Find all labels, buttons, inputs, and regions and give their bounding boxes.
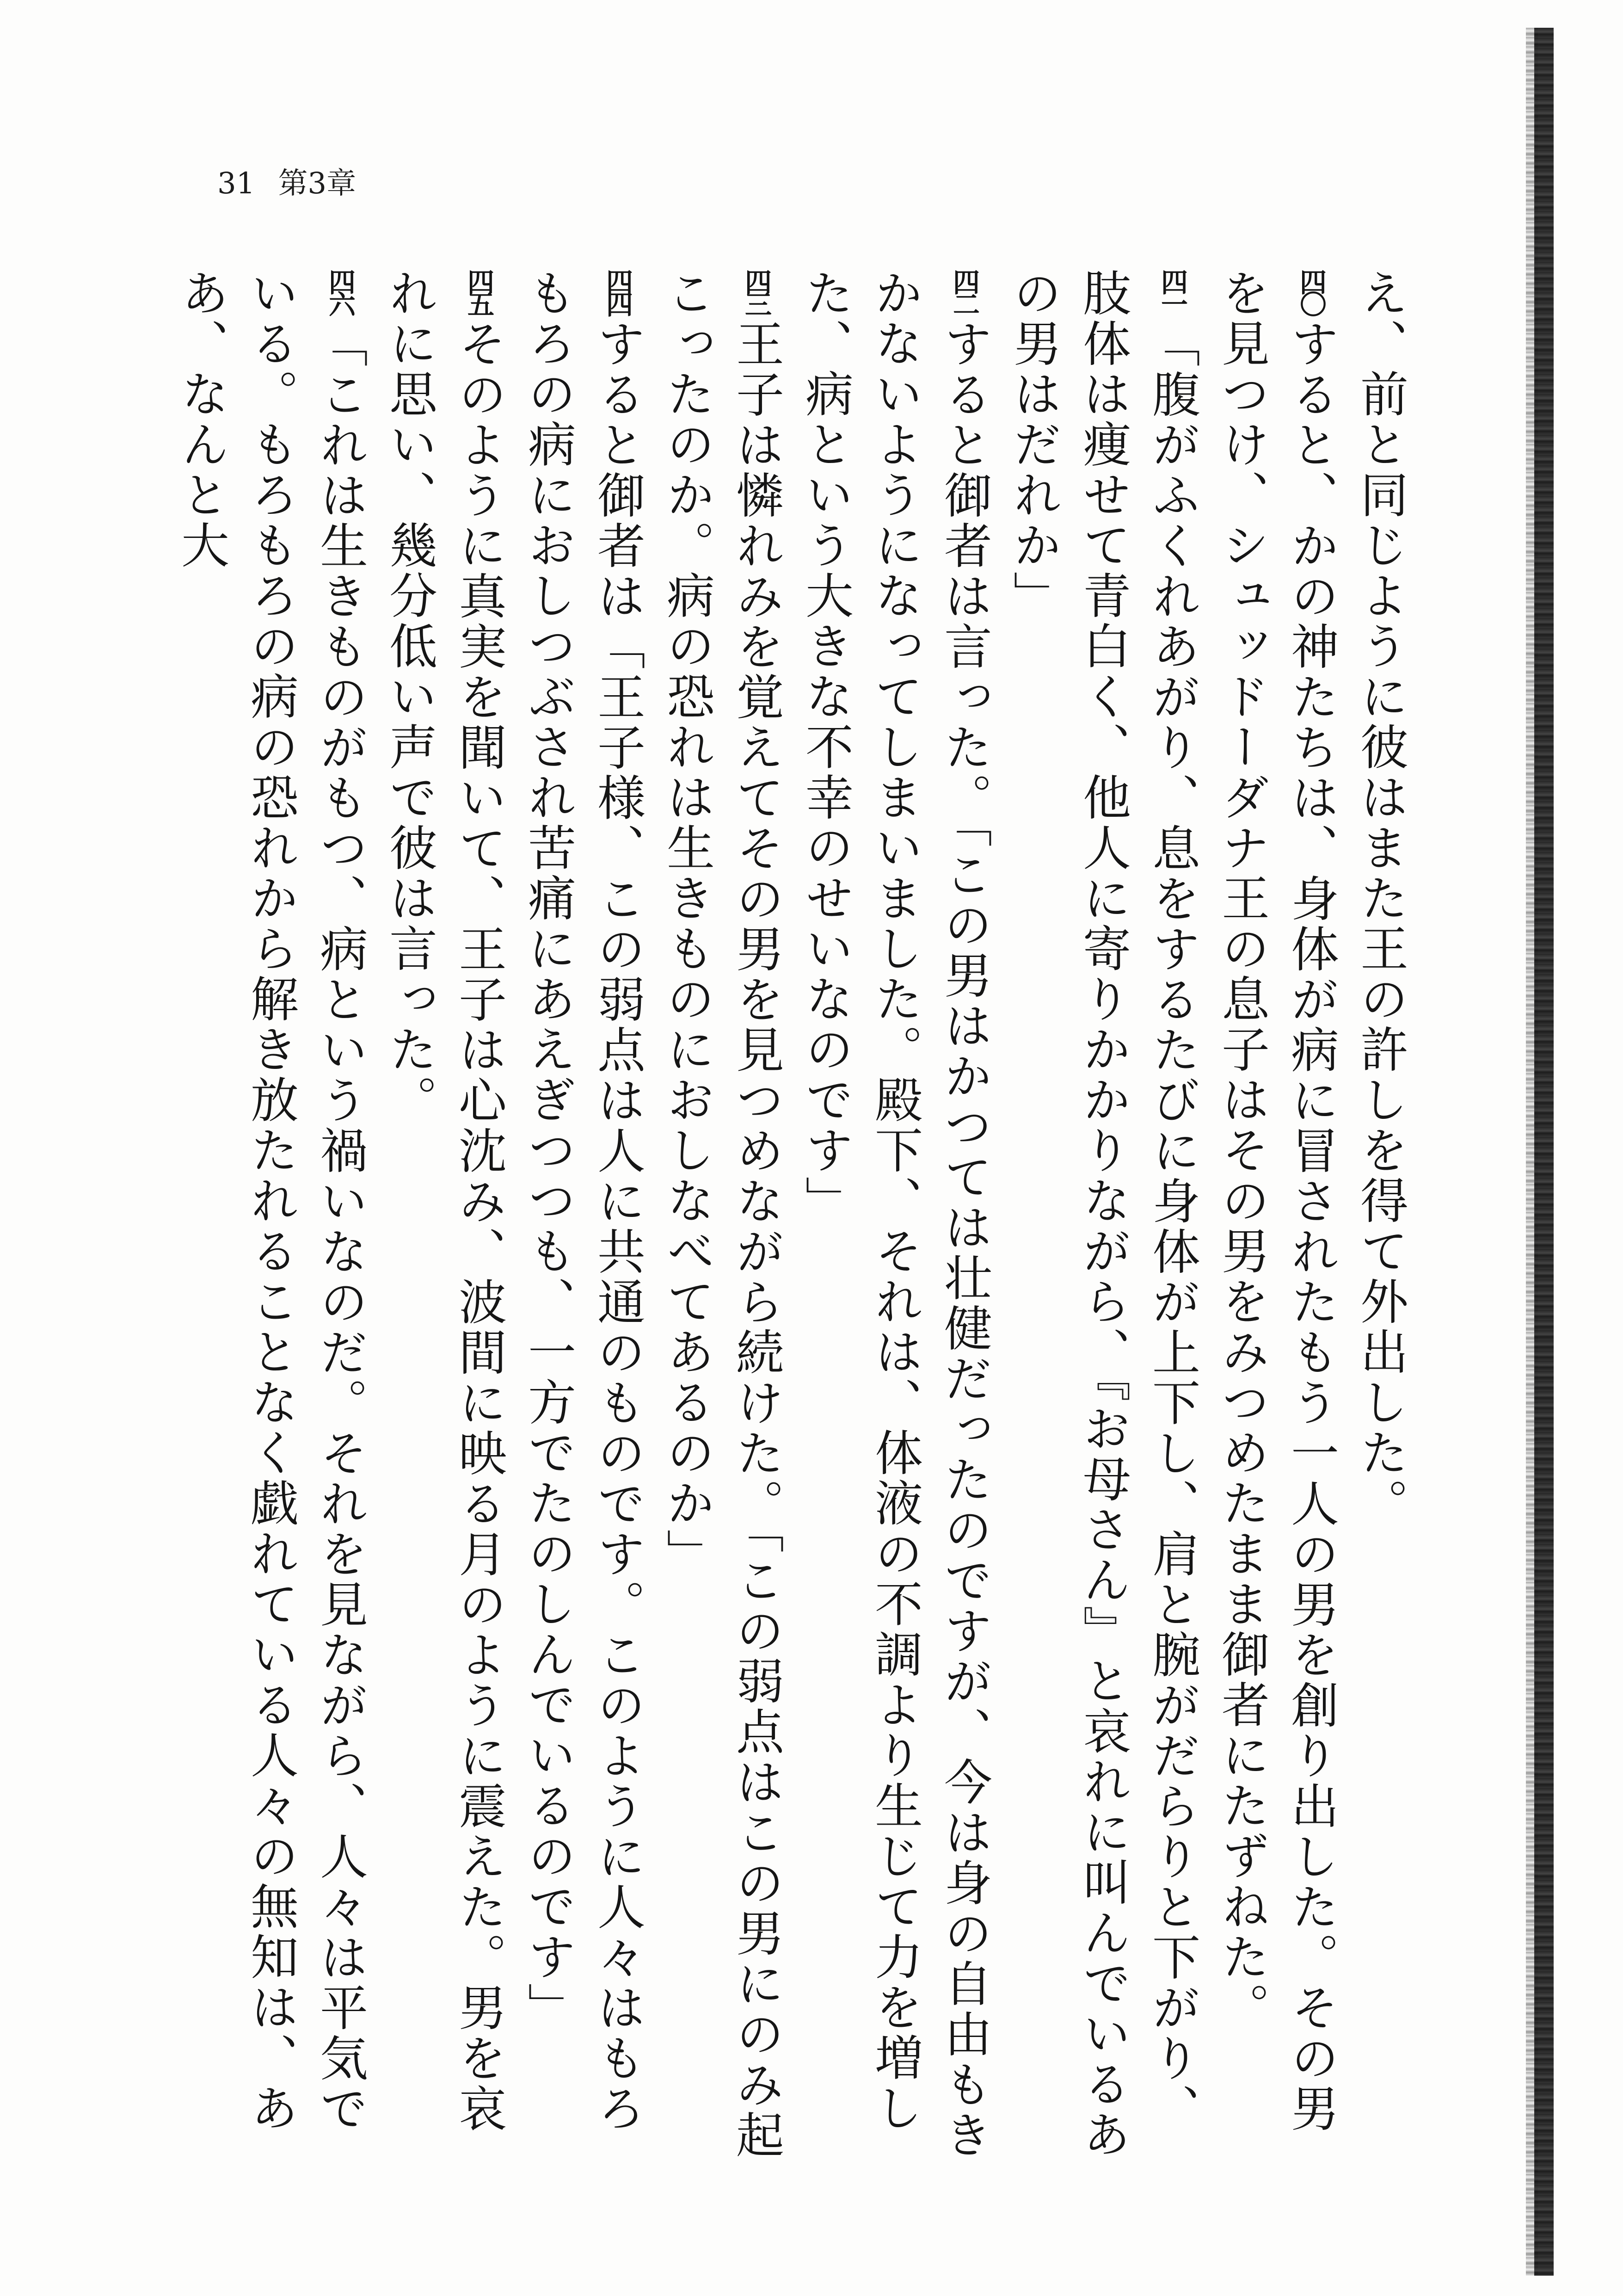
verse-paragraph: [375, 268, 513, 2165]
vertical-text-body: [166, 268, 1415, 2165]
running-header: [217, 160, 356, 202]
verse-text: え、前と同じように彼はまた王の許しを得て外出した。: [1352, 268, 1408, 1529]
verse-paragraph: [1346, 268, 1415, 2165]
verse-number: 四一: [1156, 268, 1188, 313]
verse-text: 王子は憐れみを覚えてその男を見つめながら続けた。「この弱点はこの男にのみ起こったのか。病の恐れは生きものにおしなべてあるのか」: [658, 268, 784, 2160]
verse-paragraph: [791, 268, 999, 2165]
verse-text: 「これは生きものがもつ、病という禍いなのだ。それを見ながら、人々は平気でいる。もろもろの病の恐れから解き放たれることなく戯れている人々の無知は、ああ、なんと大: [173, 268, 368, 2134]
page-number: 31: [217, 167, 255, 201]
verse-text: 「腹がふくれあがり、息をするたびに身体が上下し、肩と腕がだらりと下がり、肢体は痩せて青白く、他人に寄りかかりながら、『お母さん』と哀れに叫んでいるあの男はだれか」: [1005, 268, 1200, 2160]
verse-number: 四三: [740, 268, 772, 313]
verse-text: すると御者は言った。「この男はかつては壮健だったのですが、今は身の自由もきかないようになってしまいました。殿下、それは、体液の不調より生じて力を増した、病という大きな不幸のせいなのです」: [797, 268, 992, 2160]
verse-number: 四二: [948, 268, 980, 313]
book-spine: [1534, 28, 1554, 2276]
verse-paragraph: [999, 268, 1207, 2165]
verse-number: 四四: [602, 268, 633, 313]
verse-paragraph: [166, 268, 375, 2165]
verse-number: 四五: [463, 268, 494, 313]
verse-text: そのように真実を聞いて、王子は心沈み、波間に映る月のように震えた。男を哀れに思い、幾分低い声で彼は言った。: [381, 268, 507, 2134]
verse-paragraph: [652, 268, 791, 2165]
verse-number: 四〇: [1295, 268, 1327, 313]
verse-text: すると、かの神たちは、身体が病に冒されたもう一人の男を創り出した。その男を見つけ、シュッドーダナ王の息子はその男をみつめたまま御者にたずねた。: [1213, 268, 1339, 2134]
verse-paragraph: [513, 268, 652, 2165]
chapter-title: 第3章: [278, 167, 357, 201]
verse-text: すると御者は「王子様、この弱点は人に共通のものです。このように人々はもろもろの病におしつぶされ苦痛にあえぎつつも、一方でたのしんでいるのです」: [520, 268, 646, 2134]
verse-paragraph: [1207, 268, 1346, 2165]
verse-number: 四六: [324, 268, 356, 313]
